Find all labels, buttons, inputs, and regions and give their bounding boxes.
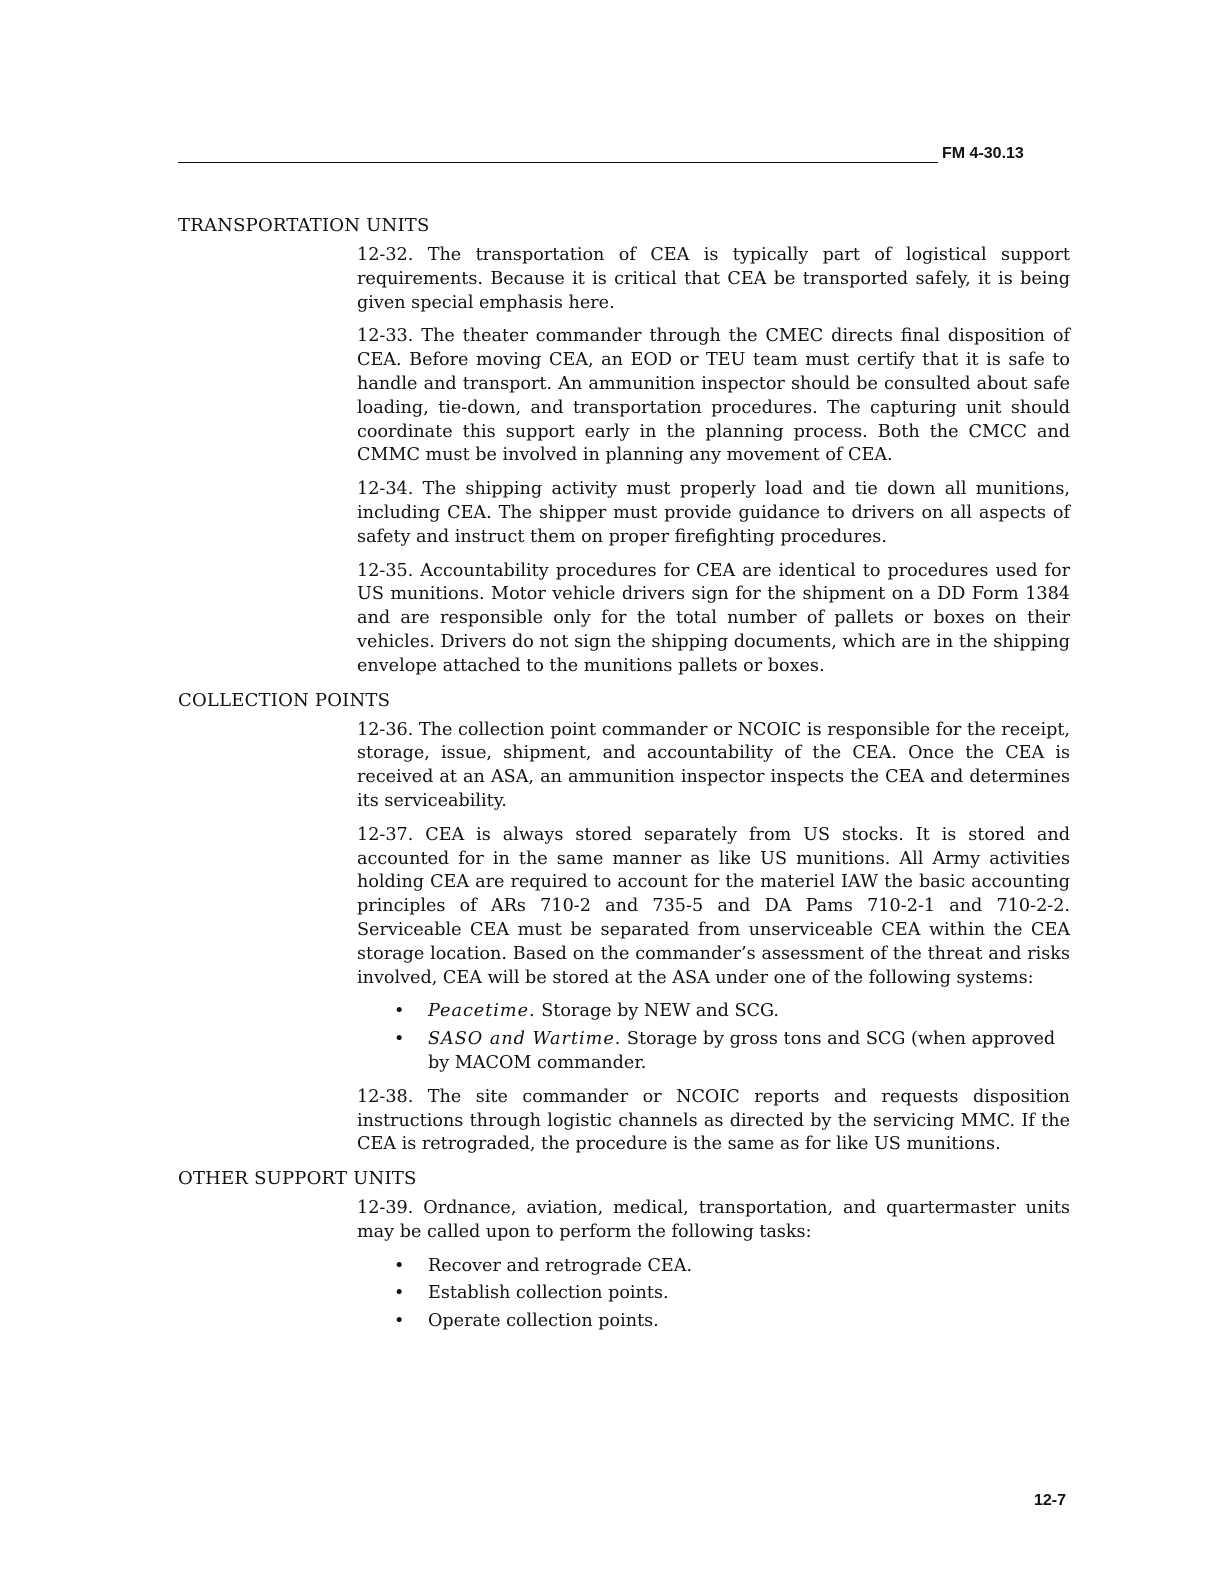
paragraph-12-38: 12-38. The site commander or NCOIC reports and requests disposition instructions through logistic channels as directed by the servicing MMC. If the CEA is retrograded, the procedure is the same as for like US munitions. [357,1086,1070,1155]
bullet-icon: • [394,1029,405,1050]
paragraph-12-33: 12-33. The theater commander through the CMEC directs final disposition of CEA. Before moving CEA, an EOD or TEU team must certify that it is safe to handle and transport. An ammunition inspector should be consulted about safe loading, tie-down, and transportation procedures. The capturing unit should coordinate this support early in the planning process. Both the CMCC and CMMC must be involved in planning any movement of CEA. [357,326,1070,466]
list-item [357,1028,1070,1076]
paragraph-12-36: 12-36. The collection point commander or NCOIC is responsible for the receipt, storage, issue, shipment, and accountability of the CEA. Once the CEA is received at an ASA, an ammunition inspector inspects the CEA and determines its serviceability. [357,719,1070,811]
bullet-term: SASO and Wartime. [428,1029,622,1050]
section-heading: COLLECTION POINTS [178,689,391,711]
section-other-support-units [178,1167,1070,1334]
section-collection-points [178,689,1070,1158]
bullet-icon: • [394,1311,405,1332]
paragraph-12-39: 12-39. Ordnance, aviation, medical, transportation, and quartermaster units may be called upon to perform the following tasks: [357,1198,1070,1242]
paragraph-12-37: 12-37. CEA is always stored separately from US stocks. It is stored and accounted for in the same manner as like US munitions. All Army activities holding CEA are required to account for the materiel IAW the basic accounting principles of ARs 710-2 and 735-5 and DA Pams 710-2-1 and 710-2-2. Serviceable CEA must be separated from unserviceable CEA within the CEA storage location. Based on the commander’s assessment of the threat and risks involved, CEA will be stored at the ASA under one of the following systems: [357,824,1070,988]
bullet-icon: • [394,1001,405,1022]
header-rule [178,162,938,163]
page-content [178,214,1070,1344]
list-item [357,1000,1070,1024]
bullet-text: Storage by NEW and SCG. [535,1001,780,1022]
paragraph-12-35: 12-35. Accountability procedures for CEA are identical to procedures used for US munitions. Motor vehicle drivers sign for the shipment on a DD Form 1384 and are responsible only for the total number of pallets or boxes on their vehicles. Drivers do not sign the shipping documents, which are in the shipping envelope attached to the munitions pallets or boxes. [357,560,1070,676]
bullet-icon: • [394,1283,405,1304]
section-heading: OTHER SUPPORT UNITS [178,1168,417,1190]
section-heading: TRANSPORTATION UNITS [178,215,430,236]
paragraph-12-34: 12-34. The shipping activity must properly load and tie down all munitions, including CEA. The shipper must provide guidance to drivers on all aspects of safety and instruct them on proper firefighting procedures. [357,479,1070,547]
page-number: 12-7 [1034,1492,1067,1509]
list-item [357,1255,1070,1279]
tasks-list [357,1255,1070,1334]
bullet-text: Storage by gross tons and SCG (when approved by MACOM commander. [428,1029,1056,1073]
bullet-text: Operate collection points. [428,1311,659,1332]
bullet-term: Peacetime. [428,1001,536,1022]
paragraph-12-32: 12-32. The transportation of CEA is typically part of logistical support requirements. Because it is critical that CEA be transported safely, it is being given special emphasis here. [357,245,1070,313]
document-id: FM 4-30.13 [942,145,1024,162]
section-transportation-units [178,214,1070,679]
list-item [357,1310,1070,1334]
bullet-text: Recover and retrograde CEA. [428,1255,693,1276]
bullet-icon: • [394,1255,405,1276]
storage-systems-list [357,1000,1070,1075]
list-item [357,1282,1070,1306]
bullet-text: Establish collection points. [428,1283,669,1304]
